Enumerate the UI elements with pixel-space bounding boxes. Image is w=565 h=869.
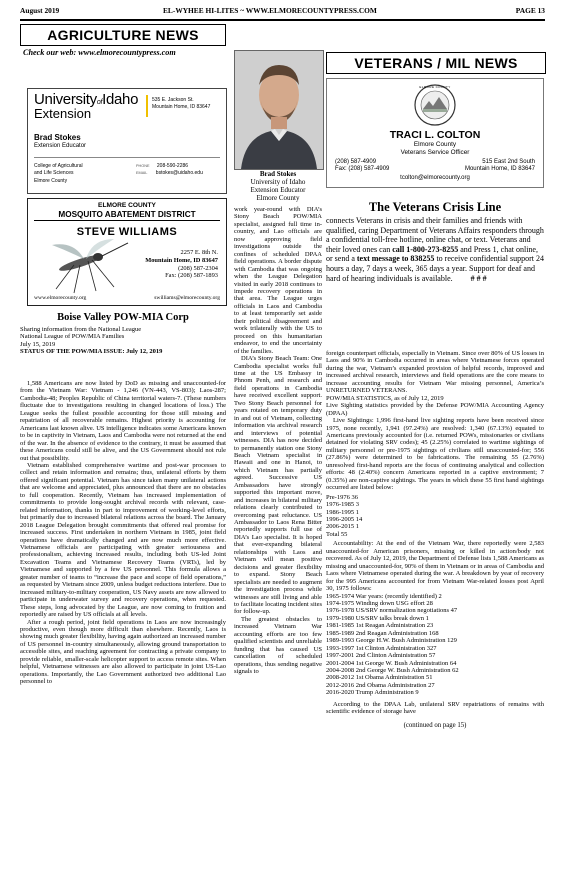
mosquito-abatement-card	[27, 198, 227, 306]
list-item: 1965-1974 War years: (recently identified) 2	[326, 592, 442, 600]
uidaho-contact-name: Brad Stokes	[34, 133, 81, 142]
article-intro: Sharing information from the National League National League of POW/MIA Families July 15, 2019 STATUS OF THE POW/MIA ISSUE: July 12, 2019	[20, 326, 226, 356]
agriculture-section-header	[20, 24, 226, 62]
article-column-1	[20, 380, 226, 850]
veterans-title: VETERANS / MIL NEWS	[326, 52, 546, 74]
agriculture-web-link[interactable]: Check our web: www.elmorecountypress.com	[23, 48, 176, 57]
uidaho-college: College of Agricultural and Life Sciences Elmore County	[34, 163, 83, 184]
colton-address: 515 East 2nd South Mountain Home, ID 83647	[464, 159, 535, 173]
uidaho-business-card	[27, 88, 227, 194]
publication-name: EL-WYHEE HI-LITES ~ WWW.ELMORECOUNTYPRESS.COM	[163, 6, 377, 15]
paragraph: Vietnam established comprehensive wartime and post-war processes to collect and retain information and remains; thus, unilateral efforts by them offered significant potential. Vietnam has since taken many unilateral actions that are welcome and appreciated, plus announced that there are no obstacles to full cooperation. Recently, Vietnam has increased implementation of commitments to provide long-sought archival records with relevant, case-related information, thanks in part to improvement of working-level efforts, but primarily due to increased bilateral relations across the board. The January 2018 League Delegation brought commitments that offered real promise for increased success. First undertaken in northern Vietnam in 1985, joint field operations have dramatically changed and are now much more effective. Vietnamese officials are participating with greater seriousness and professionalism, achieving increased results, including both US-led Joint Excavation Teams and Vietnamese Recovery Teams (VRTs), led by Vietnamese and supported by a few US personnel. This formula allows a greater number of teams to “increase the pace and scope of field operations,” as requested by Vietnam since 2009, unless budget reductions interfere. Due to increased military-to-military cooperation, US Navy assets are now allowed to participate in underwater survey and recovery operations, when requested. These steps, long advocated by the League, are now coming to fruition and reportedly are raised by US officials at all levels.	[20, 461, 226, 619]
paragraph: After a rough period, joint field operations in Laos are now increasingly productive, even though more difficult than elsewhere. Recently, Laos is showing much greater flexibility, having again authorized an increased number of US personnel in-country simultaneously, allowing ground transportation to accessible sites, and reaching agreement for contracting a private company to provide reliable, smaller-scale helicopter support to access remote sites. When helpful, Vietnamese witnesses are also allowed to participate in joint US-Lao operations. Importantly, the Lao Government authorized two additional Lao personnel to	[20, 618, 226, 686]
agriculture-title: AGRICULTURE NEWS	[20, 24, 226, 46]
list-item: 2006-2015 1	[326, 523, 360, 531]
uidaho-contact-role: Extension Educator	[34, 143, 87, 149]
paragraph: Live Sighting statistics provided by the Defense POW/MIA Accounting Agency (DPAA)	[326, 402, 544, 417]
colton-phone-fax: (208) 587-4909 Fax: (208) 587-4909	[335, 159, 390, 173]
card-divider	[34, 157, 220, 158]
paragraph: work year-round with DIA’s Stony Beach POW/MIA specialist, assigned full time in-country, and Lao officials are now approving field investigations outside the confines of scheduled DPAA field operations. A border dispute with Cambodia that was ongoing when the League Delegation visited in early 2018 continues to impede recovery operations in that area. The League urges officials in Laos and Cambodia to at least temporarily set aside their political disagreement and work trilaterally with the US to proceed on this humanitarian endeavor, to end the uncertainty of the families.	[234, 206, 322, 355]
paragraph: Accountability: At the end of the Vietnam War, there reportedly were 2,583 unaccounted-for American prisoners, missing or killed in action/body not recovered. As of July 12, 2019, the Department of Defense lists 1,588 Americans as missing and unaccounted-for, 90% of them in Vietnam or in areas of Cambodia and Laos where Vietnamese operated during the war. A breakdown by year of recovery for the 995 Americans accounted for from Vietnam War-related losses post April 30, 1975 follows:	[326, 540, 544, 593]
page-header	[20, 6, 545, 18]
uidaho-address: 535 E. Jackson St. Mountain Home, ID 83647	[152, 97, 211, 110]
crisis-line-box	[326, 198, 544, 344]
crisis-title: The Veterans Crisis Line	[368, 200, 502, 214]
colton-name: TRACI L. COLTON	[389, 129, 481, 141]
uidaho-logo-extension: Extension	[34, 106, 92, 121]
mosquito-district: MOSQUITO ABATEMENT DISTRICT	[58, 210, 196, 219]
recoveries-by-administration-list	[326, 593, 544, 697]
list-item: 2016-2020 Trump Administration 9	[326, 689, 419, 697]
list-item: Total 55	[326, 530, 348, 538]
list-item: 1976-1985 3	[326, 501, 360, 509]
list-item: 1981-1985 1st Reagan Administration 23	[326, 622, 434, 630]
page-number: PAGE 13	[515, 6, 545, 15]
mosquito-web[interactable]: www.elmorecounty.org	[34, 295, 87, 301]
elmore-county-seal-icon	[413, 83, 457, 127]
colton-email[interactable]: tcolton@elmorecounty.org	[400, 175, 470, 181]
header-rule	[20, 19, 545, 21]
list-item: Pre-1976 36	[326, 493, 358, 501]
list-item: 1989-1993 George H.W. Bush Administration 129	[326, 637, 457, 645]
sightings-by-year-list	[326, 494, 544, 539]
paragraph: According to the DPAA Lab, unilateral SRV repatriations of remains with scientific evidence of storage have	[326, 700, 544, 716]
end-mark: # # #	[470, 273, 487, 283]
article-column-3	[326, 350, 544, 852]
paragraph: DIA’s Stony Beach Team: One Cambodia specialist works full time at the US Embassy in Phnom Penh, and research and field operations in Cambodia have received excellent support. Two Stony Beach personnel for years rotated on temporary duty in and out of Vietnam, collecting information via archival research and interviews of potential witnesses. DIA has now decided to permanently station one Stony Beach Vietnam specialist in Hawaii and one in Hanoi, to which Vietnam has partially agreed. Successive US Ambassadors have strongly supported this important move, and increases in bilateral military relations clearly contributed to overcoming past reluctance. US Ambassador to Laos Rena Bitter reportedly supports full use of DIA’s Lao specialist. It is hoped that ever-expanding bilateral relationships with Laos and Vietnam will mean positive decisions and greater flexibility to expand. Stony Beach specialists are needed to augment the investigation process while witnesses are still living and able to facilitate locating incident sites for follow-up.	[234, 355, 322, 616]
paragraph: Live Sightings: 1,996 first-hand live sighting reports have been received since 1975, none recently, 1,941 (97.24%) are resolved: 1,340 (67.13%) equated to Americans previously accounted for (i.e. returned POWs, missionaries or civilians detained for violating SRV codes); 45 (2.25%) correlated to wartime sightings of military personnel or pre-1975 sightings of civilians still unaccounted-for; 556 (27.86%) were determined to be fabrications. The remaining 55 (2.76%) unresolved first-hand reports are the focus of continuing analytical and collection efforts: 48 (2.40%) concern Americans reported in a captive environment; 7 (0.35%) are non-captive sightings. The years in which these 55 first hand sightings occurred are listed below:	[326, 417, 544, 492]
continued-note: (continued on page 15)	[403, 721, 467, 729]
uidaho-logo: UniversityofIdaho	[34, 91, 139, 108]
list-item: 1993-1997 1st Clinton Administration 327	[326, 644, 437, 652]
paragraph: The greatest obstacles to increased Vietnam War accounting efforts are too few qualified scientists and unreliable funding that has caused US cancellation of scheduled operations, thus sending negative signals to	[234, 615, 322, 676]
mosquito-county: ELMORE COUNTY	[98, 202, 156, 209]
mosquito-email[interactable]: swilliams@elmorecounty.org	[154, 295, 220, 301]
colton-title: Elmore County Veterans Service Officer	[400, 141, 470, 156]
photo-caption: Brad Stokes University of Idaho Extension Educator Elmore County	[234, 170, 322, 202]
crisis-body: connects Veterans in crisis and their families and friends with qualified, caring Department of Veterans Affairs responders through a confidential toll-free hotline, online chat, or text. Veterans and their loved ones can call 1-800-273-8255 and Press 1, chat online, or send a text message to 838255 to receive confidential support 24 hours a day, 7 days a week, 365 days a year. Support for deaf and hard of hearing individuals is available. # # #	[326, 216, 544, 283]
mosquito-contact-name: STEVE WILLIAMS	[76, 226, 178, 238]
list-item: 1974-1975 Winding down USG effort 28	[326, 599, 433, 607]
logo-accent-bar	[146, 95, 148, 117]
uidaho-phone-email: PHONE 208-590-2286 EMAIL bstokes@uidaho.edu	[136, 163, 203, 176]
list-item: 1979-1980 US/SRV talks break down 1	[326, 614, 429, 622]
article-column-2	[234, 206, 322, 852]
list-item: 1996-2005 14	[326, 515, 363, 523]
paragraph: foreign counterpart officials, especially in Vietnam. Since over 80% of US losses in Laos and 90% in Cambodia occurred in areas where Vietnamese forces operated during the war, Vietnam’s expanded provision of helpful records, improved and increased archival research, interviews and field operations are the core means to increase accounting results for Vietnam War missing personnel, America’s UNRETURNED VETERANS.	[326, 350, 544, 395]
crisis-text-number[interactable]: text message to 838255	[356, 254, 435, 264]
list-item: 2004-2008 2nd George W. Bush Administration 62	[326, 667, 459, 675]
mosquito-address: 2257 E. 8th N. Mountain Home, ID 83647 (208) 587-2304 Fax: (208) 587-1893	[145, 249, 218, 280]
caption-name: Brad Stokes	[259, 170, 297, 178]
list-item: 1985-1989 2nd Reagan Administration 168	[326, 629, 439, 637]
article-title-block	[20, 312, 226, 356]
list-item: 2012-2016 2nd Obama Administration 27	[326, 681, 435, 689]
mosquito-rule	[34, 220, 220, 221]
list-item: 2001-2004 1st George W. Bush Administration 64	[326, 659, 457, 667]
crisis-phone-number[interactable]: call 1-800-273-8255	[392, 244, 459, 254]
list-item: 1976-1978 US/SRV normalization negotiations 47	[326, 607, 458, 615]
colton-business-card	[326, 78, 544, 188]
status-heading: STATUS OF THE POW/MIA ISSUE: July 12, 2019	[20, 348, 163, 356]
paragraph: 1,588 Americans are now listed by DoD as missing and unaccounted-for from the Vietnam War: Vietnam - 1,246 (VN-443, VS-803); Laos-287; Cambodia-48; Peoples Republic of China territorial waters-7. (These numbers fluctuate due to investigations resulting in changed locations of loss.) The League seeks the fullest possible accounting for those still missing and repatriation of all recoverable remains. Highest priority is accounting for Americans last known alive. US intelligence indicates some Americans known to be in captivity in Vietnam, Laos and Cambodia were not returned at the end of the war. In the absence of evidence to the contrary, it must be assumed that these Americans could still be alive, and the US Government should not rule out that possibility.	[20, 380, 226, 462]
article-title: Boise Valley POW-MIA Corp	[57, 312, 189, 323]
list-item: 2008-2012 1st Obama Administration 51	[326, 674, 433, 682]
seal-text: ELMORE COUNTY	[419, 85, 451, 89]
mosquito-illustration-icon	[34, 239, 134, 295]
list-item: 1997-2001 2nd Clinton Administration 57	[326, 652, 436, 660]
stats-heading: POW/MIA STATISTICS, as of July 12, 2019	[326, 394, 444, 402]
issue-date: August 2019	[20, 6, 60, 15]
brad-stokes-photo	[234, 50, 324, 170]
list-item: 1986-1995 1	[326, 508, 360, 516]
